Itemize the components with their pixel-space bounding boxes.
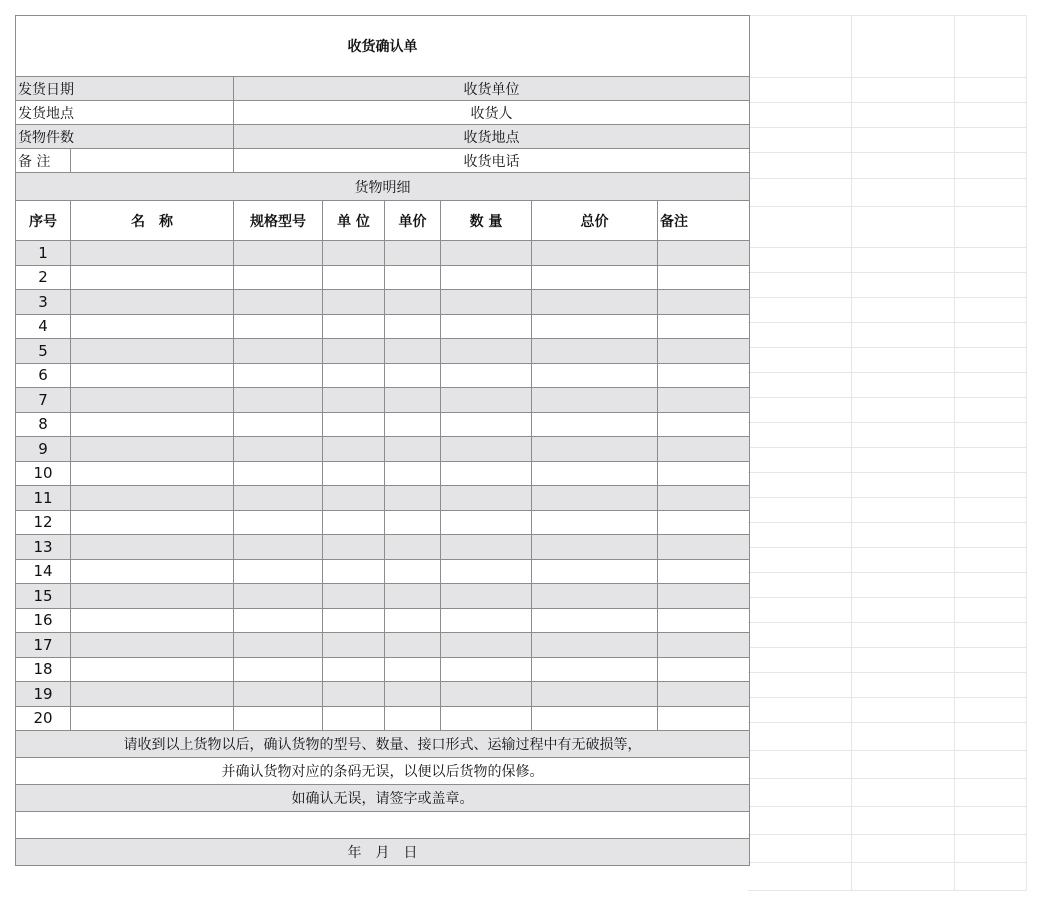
row-number: 4 xyxy=(16,314,71,339)
cell[interactable] xyxy=(234,486,323,511)
cell[interactable] xyxy=(385,339,441,364)
cell[interactable] xyxy=(532,461,658,486)
row-number: 2 xyxy=(16,265,71,290)
cell[interactable] xyxy=(71,559,234,584)
cell[interactable] xyxy=(441,314,532,339)
piece-count-label: 货物件数 xyxy=(16,125,234,149)
cell[interactable] xyxy=(234,241,323,266)
cell[interactable] xyxy=(234,633,323,658)
cell[interactable] xyxy=(385,461,441,486)
cell[interactable] xyxy=(532,486,658,511)
cell[interactable] xyxy=(658,461,750,486)
col-header-qty: 数 量 xyxy=(441,201,532,241)
row-number: 13 xyxy=(16,535,71,560)
table-row xyxy=(16,412,750,437)
cell[interactable] xyxy=(323,241,385,266)
cell[interactable] xyxy=(234,706,323,731)
recv-unit-label: 收货单位 xyxy=(234,77,750,101)
cell[interactable] xyxy=(71,657,234,682)
row-number: 5 xyxy=(16,339,71,364)
col-header-spec: 规格型号 xyxy=(234,201,323,241)
cell[interactable] xyxy=(71,510,234,535)
table-row xyxy=(16,363,750,388)
cell[interactable] xyxy=(234,412,323,437)
cell[interactable] xyxy=(385,682,441,707)
cell[interactable] xyxy=(71,265,234,290)
table-row xyxy=(16,265,750,290)
row-number: 1 xyxy=(16,241,71,266)
cell[interactable] xyxy=(385,486,441,511)
cell[interactable] xyxy=(532,633,658,658)
cell[interactable] xyxy=(71,363,234,388)
table-row xyxy=(16,657,750,682)
cell[interactable] xyxy=(323,437,385,462)
cell[interactable] xyxy=(323,265,385,290)
table-row xyxy=(16,486,750,511)
cell[interactable] xyxy=(323,682,385,707)
cell[interactable] xyxy=(658,608,750,633)
cell[interactable] xyxy=(234,535,323,560)
cell[interactable] xyxy=(441,633,532,658)
cell[interactable] xyxy=(385,241,441,266)
cell[interactable] xyxy=(532,706,658,731)
cell[interactable] xyxy=(71,412,234,437)
cell[interactable] xyxy=(658,559,750,584)
cell[interactable] xyxy=(441,584,532,609)
receiver-label: 收货人 xyxy=(234,101,750,125)
cell[interactable] xyxy=(323,706,385,731)
table-row xyxy=(16,559,750,584)
col-header-seq: 序号 xyxy=(16,201,71,241)
col-header-unit: 单 位 xyxy=(323,201,385,241)
table-row xyxy=(16,535,750,560)
remark-value-cell[interactable] xyxy=(71,149,234,173)
cell[interactable] xyxy=(234,363,323,388)
table-row xyxy=(16,241,750,266)
cell[interactable] xyxy=(323,412,385,437)
cell[interactable] xyxy=(532,265,658,290)
table-row xyxy=(16,633,750,658)
date-line: 年 月 日 xyxy=(16,839,750,866)
cell[interactable] xyxy=(532,682,658,707)
cell[interactable] xyxy=(658,584,750,609)
cell[interactable] xyxy=(385,535,441,560)
cell[interactable] xyxy=(234,339,323,364)
cell[interactable] xyxy=(234,510,323,535)
cell[interactable] xyxy=(658,265,750,290)
row-number: 7 xyxy=(16,388,71,413)
cell[interactable] xyxy=(532,657,658,682)
cell[interactable] xyxy=(71,633,234,658)
cell[interactable] xyxy=(234,608,323,633)
cell[interactable] xyxy=(441,241,532,266)
signature-cell[interactable] xyxy=(16,812,750,839)
recv-phone-label: 收货电话 xyxy=(234,149,750,173)
row-number: 20 xyxy=(16,706,71,731)
cell[interactable] xyxy=(532,437,658,462)
cell[interactable] xyxy=(234,290,323,315)
cell[interactable] xyxy=(71,706,234,731)
table-row xyxy=(16,584,750,609)
col-header-total: 总价 xyxy=(532,201,658,241)
footer-note-line-1: 请收到以上货物以后，确认货物的型号、数量、接口形式、运输过程中有无破损等， xyxy=(16,731,750,758)
cell[interactable] xyxy=(385,265,441,290)
cell[interactable] xyxy=(441,339,532,364)
cell[interactable] xyxy=(658,682,750,707)
cell[interactable] xyxy=(532,290,658,315)
cell[interactable] xyxy=(441,510,532,535)
cell[interactable] xyxy=(658,535,750,560)
cell[interactable] xyxy=(323,339,385,364)
cell[interactable] xyxy=(532,388,658,413)
receipt-confirmation-form xyxy=(15,15,750,866)
cell[interactable] xyxy=(71,388,234,413)
cell[interactable] xyxy=(234,461,323,486)
cell[interactable] xyxy=(532,584,658,609)
cell[interactable] xyxy=(71,437,234,462)
cell[interactable] xyxy=(658,314,750,339)
cell[interactable] xyxy=(234,559,323,584)
cell[interactable] xyxy=(441,437,532,462)
cell[interactable] xyxy=(385,510,441,535)
cell[interactable] xyxy=(658,339,750,364)
cell[interactable] xyxy=(385,706,441,731)
cell[interactable] xyxy=(532,241,658,266)
cell[interactable] xyxy=(658,363,750,388)
cell[interactable] xyxy=(234,314,323,339)
cell[interactable] xyxy=(71,314,234,339)
row-number: 9 xyxy=(16,437,71,462)
ship-place-label: 发货地点 xyxy=(16,101,234,125)
cell[interactable] xyxy=(441,363,532,388)
table-row xyxy=(16,510,750,535)
table-row xyxy=(16,682,750,707)
cell[interactable] xyxy=(441,608,532,633)
cell[interactable] xyxy=(71,682,234,707)
cell[interactable] xyxy=(234,584,323,609)
row-number: 6 xyxy=(16,363,71,388)
footer-note-line-3: 如确认无误，请签字或盖章。 xyxy=(16,785,750,812)
cell[interactable] xyxy=(658,241,750,266)
cell[interactable] xyxy=(323,486,385,511)
cell[interactable] xyxy=(323,363,385,388)
cell[interactable] xyxy=(658,486,750,511)
cell[interactable] xyxy=(323,290,385,315)
cell[interactable] xyxy=(441,412,532,437)
cell[interactable] xyxy=(385,657,441,682)
cell[interactable] xyxy=(658,290,750,315)
cell[interactable] xyxy=(532,535,658,560)
cell[interactable] xyxy=(323,633,385,658)
cell[interactable] xyxy=(71,608,234,633)
cell[interactable] xyxy=(385,633,441,658)
cell[interactable] xyxy=(71,290,234,315)
detail-section-title: 货物明细 xyxy=(16,173,750,201)
cell[interactable] xyxy=(71,584,234,609)
cell[interactable] xyxy=(532,510,658,535)
cell[interactable] xyxy=(385,608,441,633)
cell[interactable] xyxy=(323,584,385,609)
cell[interactable] xyxy=(323,461,385,486)
cell[interactable] xyxy=(385,363,441,388)
row-number: 19 xyxy=(16,682,71,707)
cell[interactable] xyxy=(71,486,234,511)
cell[interactable] xyxy=(441,486,532,511)
cell[interactable] xyxy=(71,535,234,560)
cell[interactable] xyxy=(71,461,234,486)
cell[interactable] xyxy=(532,314,658,339)
cell[interactable] xyxy=(234,265,323,290)
cell[interactable] xyxy=(441,682,532,707)
table-row xyxy=(16,437,750,462)
cell[interactable] xyxy=(532,339,658,364)
table-row xyxy=(16,461,750,486)
cell[interactable] xyxy=(323,608,385,633)
col-header-remark: 备注 xyxy=(658,201,750,241)
footer-note-line-2: 并确认货物对应的条码无误，以便以后货物的保修。 xyxy=(16,758,750,785)
cell[interactable] xyxy=(658,706,750,731)
cell[interactable] xyxy=(532,412,658,437)
row-number: 11 xyxy=(16,486,71,511)
row-number: 16 xyxy=(16,608,71,633)
cell[interactable] xyxy=(441,559,532,584)
table-row xyxy=(16,314,750,339)
cell[interactable] xyxy=(385,290,441,315)
row-number: 3 xyxy=(16,290,71,315)
cell[interactable] xyxy=(441,535,532,560)
cell[interactable] xyxy=(658,657,750,682)
cell[interactable] xyxy=(441,265,532,290)
cell[interactable] xyxy=(385,388,441,413)
cell[interactable] xyxy=(71,241,234,266)
cell[interactable] xyxy=(234,437,323,462)
row-number: 18 xyxy=(16,657,71,682)
ship-date-label: 发货日期 xyxy=(16,77,234,101)
row-number: 15 xyxy=(16,584,71,609)
row-number: 8 xyxy=(16,412,71,437)
cell[interactable] xyxy=(385,584,441,609)
cell[interactable] xyxy=(441,706,532,731)
table-row xyxy=(16,339,750,364)
cell[interactable] xyxy=(385,437,441,462)
cell[interactable] xyxy=(532,608,658,633)
row-number: 14 xyxy=(16,559,71,584)
form-title: 收货确认单 xyxy=(16,16,750,77)
row-number: 17 xyxy=(16,633,71,658)
cell[interactable] xyxy=(441,657,532,682)
row-number: 10 xyxy=(16,461,71,486)
cell[interactable] xyxy=(658,437,750,462)
cell[interactable] xyxy=(658,510,750,535)
cell[interactable] xyxy=(658,412,750,437)
cell[interactable] xyxy=(658,633,750,658)
cell[interactable] xyxy=(441,290,532,315)
col-header-price: 单价 xyxy=(385,201,441,241)
cell[interactable] xyxy=(385,412,441,437)
cell[interactable] xyxy=(71,339,234,364)
row-number: 12 xyxy=(16,510,71,535)
table-row xyxy=(16,706,750,731)
cell[interactable] xyxy=(323,535,385,560)
table-row xyxy=(16,608,750,633)
cell[interactable] xyxy=(441,388,532,413)
cell[interactable] xyxy=(323,510,385,535)
cell[interactable] xyxy=(323,314,385,339)
table-row xyxy=(16,290,750,315)
cell[interactable] xyxy=(532,363,658,388)
cell[interactable] xyxy=(234,682,323,707)
cell[interactable] xyxy=(234,657,323,682)
col-header-name: 名 称 xyxy=(71,201,234,241)
remark-label: 备 注 xyxy=(16,149,71,173)
cell[interactable] xyxy=(532,559,658,584)
table-row xyxy=(16,388,750,413)
cell[interactable] xyxy=(323,657,385,682)
cell[interactable] xyxy=(385,314,441,339)
cell[interactable] xyxy=(385,559,441,584)
cell[interactable] xyxy=(441,461,532,486)
cell[interactable] xyxy=(323,559,385,584)
cell[interactable] xyxy=(323,388,385,413)
recv-place-label: 收货地点 xyxy=(234,125,750,149)
cell[interactable] xyxy=(234,388,323,413)
cell[interactable] xyxy=(658,388,750,413)
